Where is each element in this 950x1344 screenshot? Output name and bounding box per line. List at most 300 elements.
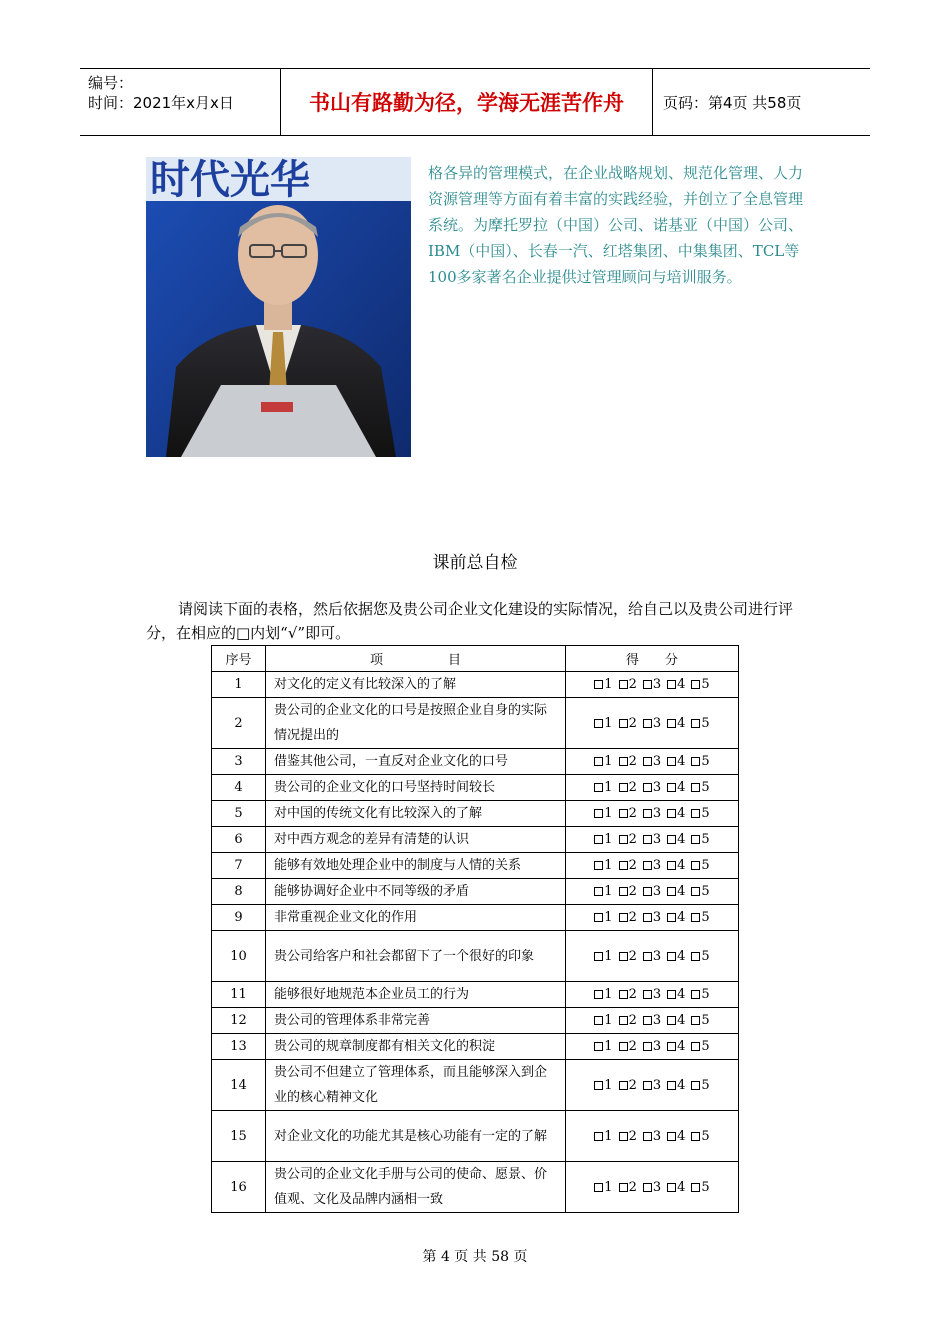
- row-score: [566, 827, 739, 853]
- row-number: 10: [212, 931, 266, 982]
- score-option-label: 2: [628, 832, 637, 847]
- checkbox-icon[interactable]: [619, 990, 628, 999]
- score-option[interactable]: [691, 716, 709, 731]
- score-option[interactable]: [667, 987, 685, 1002]
- checkbox-icon[interactable]: [667, 1016, 676, 1025]
- score-option[interactable]: [667, 806, 685, 821]
- score-option[interactable]: [594, 677, 612, 692]
- score-option-label: 5: [701, 677, 710, 692]
- checkbox-icon[interactable]: [619, 783, 628, 792]
- table-row: [212, 1034, 739, 1060]
- score-option-label: 4: [677, 677, 686, 692]
- score-option-label: 3: [652, 858, 662, 873]
- row-score: [566, 905, 739, 931]
- score-option[interactable]: [691, 987, 709, 1002]
- row-number: 11: [212, 982, 266, 1008]
- row-score: [566, 1034, 739, 1060]
- score-option-label: 2: [628, 1179, 637, 1195]
- checkbox-icon[interactable]: [643, 1183, 652, 1192]
- row-item: 贵公司的企业文化的口号是按照企业自身的实际情况提出的: [266, 698, 566, 749]
- row-item: 对企业文化的功能尤其是核心功能有一定的了解: [266, 1111, 566, 1162]
- score-option[interactable]: [594, 858, 612, 873]
- score-option[interactable]: [643, 1078, 661, 1093]
- row-score: [566, 672, 739, 698]
- score-option-label: 2: [628, 884, 637, 899]
- row-score: [566, 982, 739, 1008]
- score-option-label: 3: [652, 1013, 662, 1028]
- score-option[interactable]: [619, 987, 637, 1002]
- checkbox-icon[interactable]: [594, 1132, 603, 1141]
- checkbox-icon[interactable]: [667, 783, 676, 792]
- score-option[interactable]: [594, 832, 612, 847]
- checkbox-icon[interactable]: [691, 835, 700, 844]
- score-option[interactable]: [667, 1078, 685, 1093]
- checkbox-icon[interactable]: [691, 719, 700, 728]
- score-option-label: 3: [652, 806, 662, 821]
- checkbox-icon[interactable]: [594, 1042, 603, 1051]
- table-row: [212, 1111, 739, 1162]
- score-option[interactable]: [594, 910, 612, 925]
- row-item: 贵公司给客户和社会都留下了一个很好的印象: [266, 931, 566, 982]
- score-option[interactable]: [643, 1180, 661, 1195]
- score-option-label: 4: [677, 1179, 686, 1195]
- score-option-label: 4: [677, 780, 686, 795]
- row-number: 6: [212, 827, 266, 853]
- checkbox-icon[interactable]: [594, 809, 603, 818]
- score-option[interactable]: [619, 949, 637, 964]
- row-score: [566, 853, 739, 879]
- lecturer-bio: 格各异的管理模式，在企业战略规划、规范化管理、人力资源管理等方面有着丰富的实践经验，并创立了全息管理系统。为摩托罗拉（中国）公司、诺基亚（中国）公司、IBM（中国）、长春一汽、红塔集团、中集集团、TCL等100多家著名企业提供过管理顾问与培训服务。: [428, 164, 804, 286]
- score-option[interactable]: [691, 858, 709, 873]
- checkbox-icon[interactable]: [594, 887, 603, 896]
- score-option-label: 1: [604, 1039, 613, 1054]
- checkbox-icon[interactable]: [619, 1081, 628, 1090]
- checkbox-icon[interactable]: [667, 1183, 676, 1192]
- header-score: 得 分: [566, 646, 739, 672]
- score-option-label: 3: [652, 1179, 662, 1195]
- checkbox-icon[interactable]: [667, 1132, 676, 1141]
- row-item: 能够协调好企业中不同等级的矛盾: [266, 879, 566, 905]
- table-row: [212, 853, 739, 879]
- row-score: [566, 1060, 739, 1111]
- table-row: [212, 827, 739, 853]
- score-option[interactable]: [643, 677, 661, 692]
- row-number: 13: [212, 1034, 266, 1060]
- score-option-label: 2: [628, 780, 637, 795]
- checkbox-icon[interactable]: [594, 1081, 603, 1090]
- row-score: [566, 931, 739, 982]
- checkbox-icon[interactable]: [643, 783, 652, 792]
- checkbox-icon[interactable]: [643, 861, 652, 870]
- score-option[interactable]: [619, 716, 637, 731]
- checkbox-icon[interactable]: [691, 887, 700, 896]
- checkbox-icon[interactable]: [643, 887, 652, 896]
- score-option[interactable]: [643, 884, 661, 899]
- score-option-label: 2: [628, 1039, 637, 1054]
- score-option[interactable]: [619, 1180, 637, 1195]
- score-option-label: 3: [652, 780, 662, 795]
- row-number: 7: [212, 853, 266, 879]
- score-option[interactable]: [643, 858, 661, 873]
- score-option[interactable]: [691, 1039, 709, 1054]
- lecturer-photo: [146, 157, 411, 457]
- table-header-row: [212, 646, 739, 672]
- score-option[interactable]: [667, 910, 685, 925]
- row-number: 1: [212, 672, 266, 698]
- header-item: 项 目: [266, 646, 566, 672]
- score-option[interactable]: [667, 1013, 685, 1028]
- score-option[interactable]: [619, 910, 637, 925]
- checkbox-icon[interactable]: [643, 1132, 652, 1141]
- table-row: [212, 982, 739, 1008]
- checkbox-icon[interactable]: [691, 1081, 700, 1090]
- score-option-label: 2: [628, 1077, 637, 1093]
- row-score: [566, 1008, 739, 1034]
- score-option-label: 4: [677, 1128, 686, 1144]
- score-option-label: 2: [628, 987, 637, 1002]
- score-option[interactable]: [594, 754, 612, 769]
- score-option[interactable]: [619, 677, 637, 692]
- score-option-label: 3: [652, 948, 662, 964]
- section-title: 课前总自检: [432, 553, 518, 573]
- score-option-label: 2: [628, 858, 637, 873]
- row-score: [566, 698, 739, 749]
- self-check-table: [211, 645, 739, 1213]
- score-option[interactable]: [667, 677, 685, 692]
- score-option[interactable]: [691, 832, 709, 847]
- score-option-label: 1: [604, 832, 613, 847]
- checkbox-icon[interactable]: [643, 1042, 652, 1051]
- table-body: [212, 672, 739, 1213]
- checkbox-icon[interactable]: [667, 861, 676, 870]
- checkbox-icon[interactable]: [691, 952, 700, 961]
- score-option[interactable]: [691, 1013, 709, 1028]
- row-number: 3: [212, 749, 266, 775]
- row-number: 14: [212, 1060, 266, 1111]
- score-option[interactable]: [691, 949, 709, 964]
- checkbox-icon[interactable]: [691, 1183, 700, 1192]
- row-number: 15: [212, 1111, 266, 1162]
- checkbox-icon[interactable]: [619, 952, 628, 961]
- score-option[interactable]: [667, 716, 685, 731]
- score-option[interactable]: [667, 1180, 685, 1195]
- row-number: 4: [212, 775, 266, 801]
- checkbox-icon[interactable]: [643, 913, 652, 922]
- score-option[interactable]: [619, 832, 637, 847]
- section-intro: 请阅读下面的表格，然后依据您及贵公司企业文化建设的实际情况，给自己以及贵公司进行评分，在相应的□内划“√”即可。: [146, 600, 794, 642]
- score-option[interactable]: [691, 677, 709, 692]
- checkbox-icon[interactable]: [619, 719, 628, 728]
- score-option-label: 5: [701, 884, 710, 899]
- score-option[interactable]: [667, 858, 685, 873]
- score-option-label: 1: [604, 1128, 613, 1144]
- checkbox-icon[interactable]: [691, 680, 700, 689]
- score-option[interactable]: [691, 1180, 709, 1195]
- score-option[interactable]: [619, 1039, 637, 1054]
- score-option[interactable]: [691, 780, 709, 795]
- checkbox-icon[interactable]: [594, 783, 603, 792]
- motto: 书山有路勤为径，学海无涯苦作舟: [281, 69, 653, 135]
- score-option-label: 1: [604, 754, 613, 769]
- row-number: 9: [212, 905, 266, 931]
- checkbox-icon[interactable]: [643, 1016, 652, 1025]
- checkbox-icon[interactable]: [594, 835, 603, 844]
- score-option-label: 5: [701, 910, 710, 925]
- checkbox-icon[interactable]: [667, 835, 676, 844]
- row-item: 贵公司不但建立了管理体系，而且能够深入到企业的核心精神文化: [266, 1060, 566, 1111]
- checkbox-icon[interactable]: [691, 783, 700, 792]
- checkbox-icon[interactable]: [619, 680, 628, 689]
- score-option[interactable]: [643, 806, 661, 821]
- checkbox-icon[interactable]: [667, 757, 676, 766]
- checkbox-icon[interactable]: [594, 680, 603, 689]
- checkbox-icon[interactable]: [619, 1042, 628, 1051]
- score-option-label: 3: [652, 884, 662, 899]
- checkbox-icon[interactable]: [667, 913, 676, 922]
- score-option[interactable]: [643, 910, 661, 925]
- score-option[interactable]: [691, 884, 709, 899]
- table-row: [212, 1060, 739, 1111]
- score-option-label: 3: [652, 715, 662, 731]
- score-option[interactable]: [594, 1039, 612, 1054]
- score-option-label: 5: [701, 858, 710, 873]
- score-option-label: 3: [652, 754, 662, 769]
- score-option-label: 1: [604, 780, 613, 795]
- checkbox-icon[interactable]: [691, 1042, 700, 1051]
- score-option[interactable]: [643, 716, 661, 731]
- checkbox-icon[interactable]: [643, 1081, 652, 1090]
- score-option[interactable]: [619, 806, 637, 821]
- table-row: [212, 775, 739, 801]
- checkbox-icon[interactable]: [691, 1016, 700, 1025]
- score-option-label: 5: [701, 1013, 710, 1028]
- score-option[interactable]: [619, 884, 637, 899]
- score-option[interactable]: [691, 1129, 709, 1144]
- row-item: 对文化的定义有比较深入的了解: [266, 672, 566, 698]
- score-option[interactable]: [643, 832, 661, 847]
- checkbox-icon[interactable]: [594, 952, 603, 961]
- score-option[interactable]: [667, 884, 685, 899]
- score-option[interactable]: [691, 754, 709, 769]
- score-option[interactable]: [643, 1129, 661, 1144]
- photo-banner-text: 时代光华: [150, 157, 310, 203]
- score-option-label: 4: [677, 987, 686, 1002]
- row-item: 借鉴其他公司，一直反对企业文化的口号: [266, 749, 566, 775]
- checkbox-icon[interactable]: [643, 952, 652, 961]
- table-row: [212, 931, 739, 982]
- checkbox-icon[interactable]: [667, 680, 676, 689]
- page-header: [80, 68, 870, 136]
- checkbox-icon[interactable]: [667, 952, 676, 961]
- score-option[interactable]: [667, 832, 685, 847]
- checkbox-icon[interactable]: [619, 835, 628, 844]
- score-option-label: 1: [604, 1013, 613, 1028]
- score-option-label: 3: [652, 910, 662, 925]
- score-option-label: 3: [652, 987, 662, 1002]
- score-option[interactable]: [594, 884, 612, 899]
- score-option-label: 2: [628, 715, 637, 731]
- row-number: 16: [212, 1162, 266, 1213]
- checkbox-icon[interactable]: [667, 887, 676, 896]
- row-score: [566, 1162, 739, 1213]
- checkbox-icon[interactable]: [691, 757, 700, 766]
- score-option-label: 3: [652, 1039, 662, 1054]
- score-option-label: 4: [677, 1013, 686, 1028]
- header-meta: [80, 69, 281, 135]
- time-label: 时间：2021年x月x日: [88, 94, 234, 112]
- score-option-label: 4: [677, 948, 686, 964]
- score-option[interactable]: [667, 1129, 685, 1144]
- score-option[interactable]: [619, 1129, 637, 1144]
- table-row: [212, 879, 739, 905]
- row-number: 2: [212, 698, 266, 749]
- checkbox-icon[interactable]: [619, 809, 628, 818]
- row-score: [566, 801, 739, 827]
- checkbox-icon[interactable]: [619, 757, 628, 766]
- checkbox-icon[interactable]: [594, 719, 603, 728]
- score-option-label: 5: [701, 948, 710, 964]
- score-option[interactable]: [643, 1039, 661, 1054]
- score-option[interactable]: [594, 949, 612, 964]
- score-option-label: 2: [628, 677, 637, 692]
- score-option[interactable]: [594, 1078, 612, 1093]
- row-score: [566, 749, 739, 775]
- row-number: 8: [212, 879, 266, 905]
- number-label: 编号：: [88, 74, 134, 92]
- score-option[interactable]: [619, 1078, 637, 1093]
- score-option-label: 5: [701, 715, 710, 731]
- score-option[interactable]: [643, 949, 661, 964]
- checkbox-icon[interactable]: [594, 913, 603, 922]
- checkbox-icon[interactable]: [691, 809, 700, 818]
- table-row: [212, 1162, 739, 1213]
- table-row: [212, 801, 739, 827]
- score-option[interactable]: [667, 780, 685, 795]
- checkbox-icon[interactable]: [691, 913, 700, 922]
- checkbox-icon[interactable]: [643, 809, 652, 818]
- checkbox-icon[interactable]: [691, 861, 700, 870]
- score-option[interactable]: [619, 858, 637, 873]
- score-option-label: 1: [604, 910, 613, 925]
- checkbox-icon[interactable]: [643, 680, 652, 689]
- row-item: 能够很好地规范本企业员工的行为: [266, 982, 566, 1008]
- score-option-label: 2: [628, 1128, 637, 1144]
- score-option-label: 5: [701, 1039, 710, 1054]
- score-option[interactable]: [667, 1039, 685, 1054]
- checkbox-icon[interactable]: [643, 835, 652, 844]
- table-row: [212, 698, 739, 749]
- score-option-label: 5: [701, 806, 710, 821]
- score-option-label: 5: [701, 1179, 710, 1195]
- checkbox-icon[interactable]: [691, 1132, 700, 1141]
- score-option[interactable]: [594, 1180, 612, 1195]
- checkbox-icon[interactable]: [643, 990, 652, 999]
- row-score: [566, 775, 739, 801]
- score-option[interactable]: [594, 987, 612, 1002]
- score-option[interactable]: [594, 1013, 612, 1028]
- score-option[interactable]: [594, 780, 612, 795]
- row-score: [566, 879, 739, 905]
- score-option[interactable]: [667, 754, 685, 769]
- score-option[interactable]: [643, 987, 661, 1002]
- score-option-label: 2: [628, 948, 637, 964]
- checkbox-icon[interactable]: [643, 719, 652, 728]
- row-score: [566, 1111, 739, 1162]
- score-option[interactable]: [619, 1013, 637, 1028]
- score-option-label: 1: [604, 1077, 613, 1093]
- score-option[interactable]: [667, 949, 685, 964]
- table-row: [212, 672, 739, 698]
- score-option-label: 4: [677, 910, 686, 925]
- lecturer-photo-illustration: [146, 157, 411, 457]
- checkbox-icon[interactable]: [619, 1132, 628, 1141]
- score-option-label: 1: [604, 987, 613, 1002]
- checkbox-icon[interactable]: [643, 757, 652, 766]
- score-option[interactable]: [594, 1129, 612, 1144]
- checkbox-icon[interactable]: [619, 887, 628, 896]
- row-item: 贵公司的企业文化手册与公司的使命、愿景、价值观、文化及品牌内涵相一致: [266, 1162, 566, 1213]
- score-option[interactable]: [643, 754, 661, 769]
- table-row: [212, 905, 739, 931]
- score-option[interactable]: [691, 806, 709, 821]
- row-item: 贵公司的管理体系非常完善: [266, 1008, 566, 1034]
- row-item: 对中国的传统文化有比较深入的了解: [266, 801, 566, 827]
- checkbox-icon[interactable]: [667, 990, 676, 999]
- score-option[interactable]: [691, 910, 709, 925]
- checkbox-icon[interactable]: [667, 1081, 676, 1090]
- checkbox-icon[interactable]: [594, 990, 603, 999]
- checkbox-icon[interactable]: [619, 861, 628, 870]
- score-option-label: 4: [677, 1077, 686, 1093]
- score-option[interactable]: [691, 1078, 709, 1093]
- score-option-label: 4: [677, 832, 686, 847]
- row-item: 能够有效地处理企业中的制度与人情的关系: [266, 853, 566, 879]
- checkbox-icon[interactable]: [594, 757, 603, 766]
- score-option-label: 5: [701, 1128, 710, 1144]
- checkbox-icon[interactable]: [691, 990, 700, 999]
- score-option-label: 1: [604, 1179, 613, 1195]
- score-option[interactable]: [594, 716, 612, 731]
- score-option-label: 1: [604, 715, 613, 731]
- checkbox-icon[interactable]: [619, 1016, 628, 1025]
- score-option[interactable]: [619, 780, 637, 795]
- score-option-label: 5: [701, 1077, 710, 1093]
- score-option-label: 4: [677, 754, 686, 769]
- page-footer: 第 4 页 共 58 页: [422, 1249, 528, 1265]
- score-option[interactable]: [619, 754, 637, 769]
- checkbox-icon[interactable]: [594, 1016, 603, 1025]
- score-option-label: 1: [604, 858, 613, 873]
- checkbox-icon[interactable]: [619, 1183, 628, 1192]
- score-option-label: 4: [677, 858, 686, 873]
- score-option[interactable]: [594, 806, 612, 821]
- score-option[interactable]: [643, 1013, 661, 1028]
- score-option-label: 3: [652, 832, 662, 847]
- checkbox-icon[interactable]: [594, 861, 603, 870]
- score-option-label: 4: [677, 1039, 686, 1054]
- checkbox-icon[interactable]: [667, 809, 676, 818]
- checkbox-icon[interactable]: [619, 913, 628, 922]
- score-option-label: 3: [652, 1077, 662, 1093]
- checkbox-icon[interactable]: [594, 1183, 603, 1192]
- score-option[interactable]: [643, 780, 661, 795]
- checkbox-icon[interactable]: [667, 1042, 676, 1051]
- score-option-label: 3: [652, 1128, 662, 1144]
- row-item: 非常重视企业文化的作用: [266, 905, 566, 931]
- checkbox-icon[interactable]: [667, 719, 676, 728]
- row-number: 12: [212, 1008, 266, 1034]
- row-item: 贵公司的企业文化的口号坚持时间较长: [266, 775, 566, 801]
